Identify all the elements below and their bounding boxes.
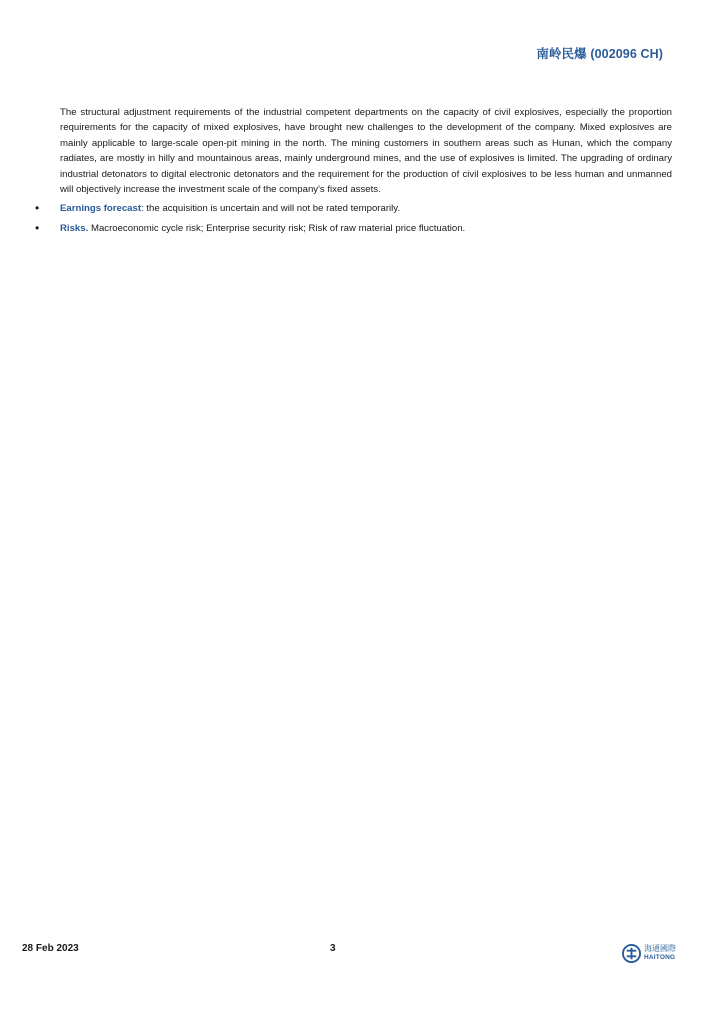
main-content bbox=[35, 105, 672, 236]
bullet-separator: . bbox=[85, 222, 89, 234]
body-paragraph: The structural adjustment requirements of the industrial competent departments on the capacity of civil explosives, especially the proportion requirements for the capacity of mixed explosives, have brought new challenges to the development of the company. Mixed explosives are mainly applicable to large-scale open-pit mining in the north. The mining customers in southern areas such as Hunan, which the company radiates, are mostly in hilly and mountainous areas, mainly underground mines, and the use of explosives is limited. The upgrading of ordinary industrial detonators to digital electronic detonators and the requirement for the production of civil explosives to be less human and unmanned will objectively increase the investment scale of the company's fixed assets. bbox=[60, 107, 672, 196]
bullet-risks bbox=[35, 220, 672, 236]
bullet-earnings-forecast bbox=[35, 201, 672, 216]
page-number: 3 bbox=[330, 943, 336, 954]
logo-english-text: HAITONG bbox=[644, 954, 676, 961]
bullet-dot-icon: • bbox=[35, 220, 40, 235]
haitong-emblem-icon bbox=[622, 944, 641, 963]
bullet-key: Earnings forecast bbox=[60, 203, 142, 215]
bullet-text: the acquisition is uncertain and will not be rated temporarily. bbox=[143, 203, 401, 215]
bullet-separator: : bbox=[141, 203, 144, 215]
bullet-key: Risks bbox=[60, 222, 86, 234]
bullet-dot-icon: • bbox=[35, 201, 40, 216]
footer-date: 28 Feb 2023 bbox=[22, 943, 79, 954]
bullet-text: Macroeconomic cycle risk; Enterprise security risk; Risk of raw material price fluctuation. bbox=[88, 222, 466, 234]
logo-chinese-text: 海通國際 bbox=[644, 944, 676, 953]
report-ticker-title: 南岭民爆 (002096 CH) bbox=[536, 47, 663, 61]
haitong-logo bbox=[622, 942, 676, 964]
